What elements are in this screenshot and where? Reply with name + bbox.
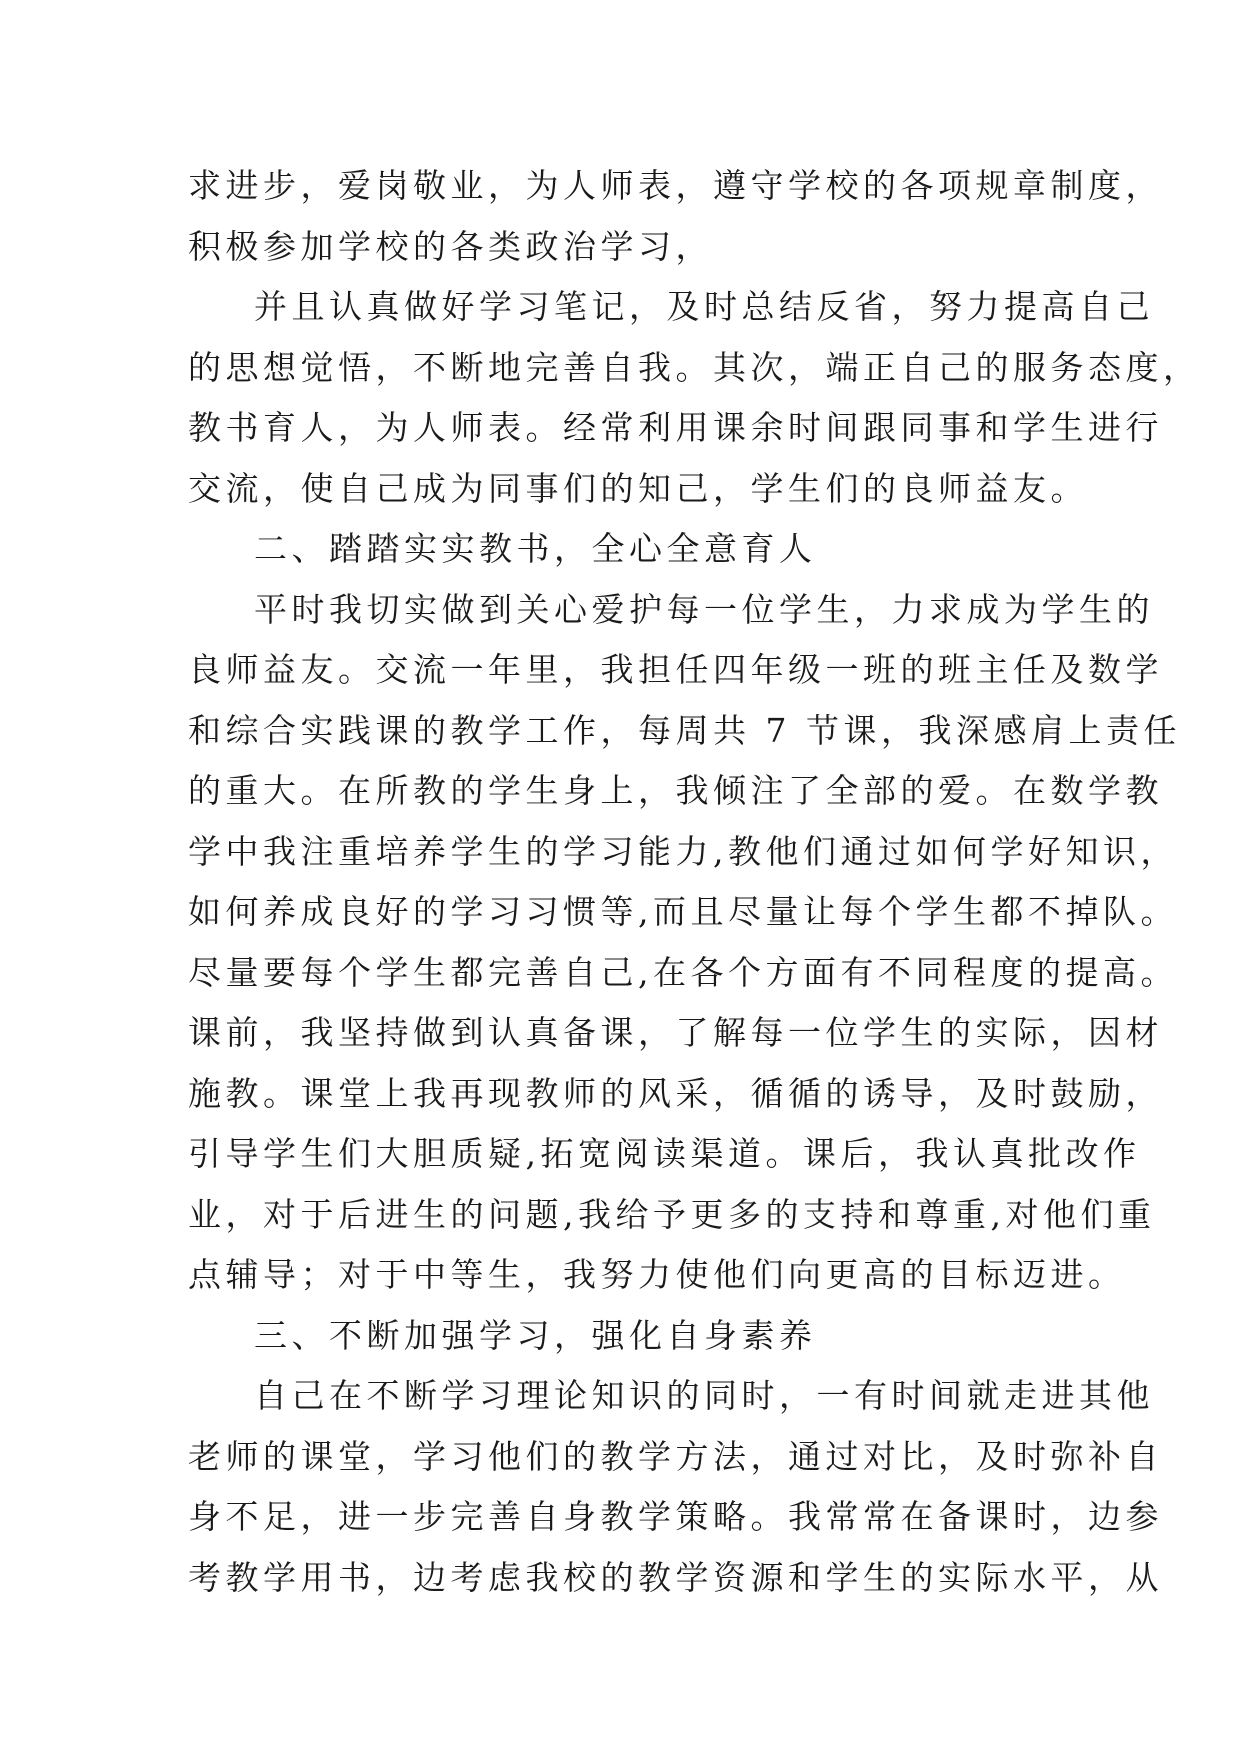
- document-body: [188, 156, 1201, 1608]
- text-line: 引导学生们大胆质疑,拓宽阅读渠道。课后，我认真批改作: [188, 1134, 1141, 1173]
- text-line: 考教学用书，边考虑我校的教学资源和学生的实际水平，从: [188, 1557, 1163, 1597]
- text-line: 二、踏踏实实教书，全心全意育人: [254, 529, 817, 568]
- text-line: 并且认真做好学习笔记，及时总结反省，努力提高自己: [254, 287, 1154, 326]
- text-line: 和综合实践课的教学工作，每周共 7 节课，我深感肩上责任: [188, 710, 1181, 750]
- text-line: 学中我注重培养学生的学习能力,教他们通过如何学好知识，: [188, 831, 1178, 871]
- text-line: 的重大。在所教的学生身上，我倾注了全部的爱。在数学教: [188, 771, 1163, 810]
- text-line: 三、不断加强学习，强化自身素养: [254, 1315, 817, 1355]
- text-line: 的思想觉悟，不断地完善自我。其次，端正自己的服务态度，: [188, 347, 1201, 387]
- text-line: 教书育人，为人师表。经常利用课余时间跟同事和学生进行: [188, 408, 1163, 447]
- text-line: 老师的课堂，学习他们的教学方法，通过对比，及时弥补自: [188, 1436, 1163, 1476]
- text-line: 课前，我坚持做到认真备课，了解每一位学生的实际，因材: [188, 1013, 1163, 1052]
- text-line: 业，对于后进生的问题,我给予更多的支持和尊重,对他们重: [188, 1194, 1156, 1234]
- text-line: 交流，使自己成为同事们的知己，学生们的良师益友。: [188, 468, 1088, 508]
- text-line: 点辅导；对于中等生，我努力使他们向更高的目标迈进。: [188, 1255, 1126, 1294]
- text-line: 良师益友。交流一年里，我担任四年级一班的班主任及数学: [188, 650, 1163, 689]
- text-line: 求进步，爱岗敬业，为人师表，遵守学校的各项规章制度，: [188, 166, 1163, 205]
- text-line: 如何养成良好的学习习惯等,而且尽量让每个学生都不掉队。: [188, 892, 1178, 931]
- text-line: 积极参加学校的各类政治学习，: [188, 226, 713, 266]
- text-line: 尽量要每个学生都完善自己,在各个方面有不同程度的提高。: [188, 952, 1178, 992]
- text-line: 平时我切实做到关心爱护每一位学生，力求成为学生的: [254, 589, 1154, 629]
- text-line: 自己在不断学习理论知识的同时，一有时间就走进其他: [254, 1376, 1154, 1415]
- text-line: 身不足，进一步完善自身教学策略。我常常在备课时，边参: [188, 1497, 1163, 1536]
- text-line: 施教。课堂上我再现教师的风采，循循的诱导，及时鼓励，: [188, 1073, 1163, 1113]
